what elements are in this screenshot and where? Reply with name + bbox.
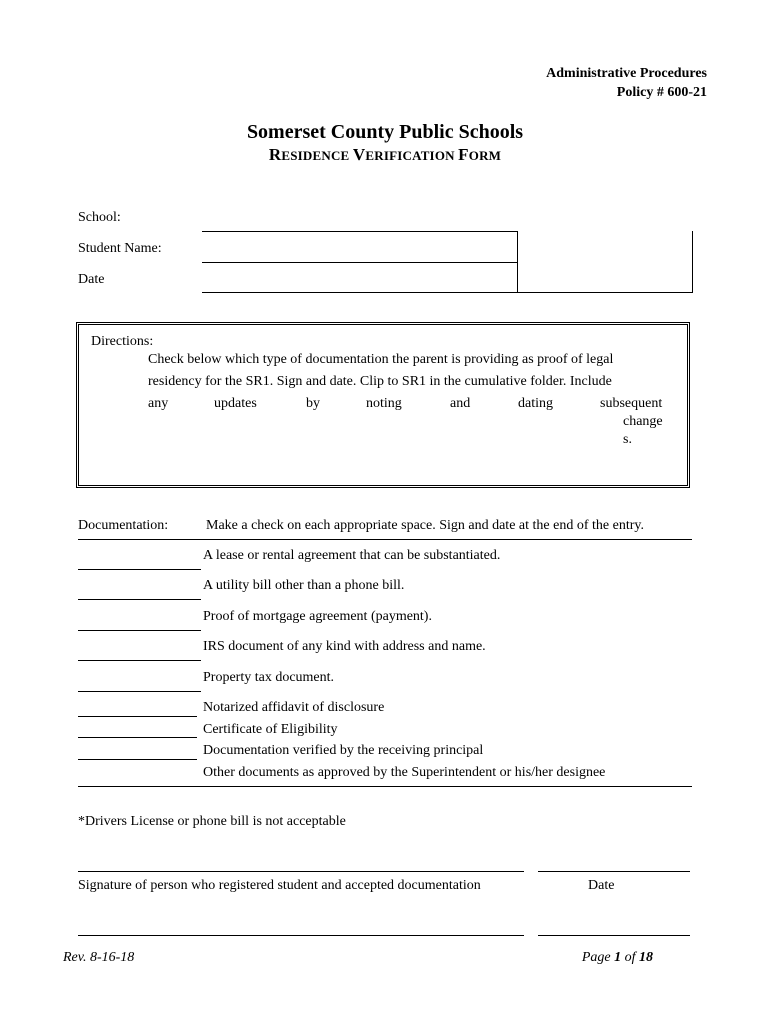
doc-item-other: Other documents as approved by the Superintendent or his/her designee (203, 765, 606, 780)
form-title-part: ORM (468, 148, 502, 163)
directions-word: by (306, 396, 320, 411)
documentation-instruction: Make a check on each appropriate space. Sign and date at the end of the entry. (206, 518, 644, 533)
documentation-label: Documentation: (78, 518, 169, 533)
check-line[interactable] (78, 660, 201, 661)
directions-text: Check below which type of documentation the parent is providing as proof of legal (148, 352, 614, 367)
check-line[interactable] (78, 737, 197, 738)
admin-procedures-label: Administrative Procedures (546, 66, 707, 81)
date-field-line[interactable] (202, 292, 693, 293)
check-line[interactable] (78, 716, 197, 717)
page-prefix: Page (581, 950, 615, 965)
check-line[interactable] (78, 599, 201, 600)
second-signature-line[interactable] (78, 935, 524, 936)
directions-word: updates (214, 396, 257, 411)
doc-item-lease: A lease or rental agreement that can be substantiated. (203, 548, 501, 563)
page-of: of (621, 950, 639, 965)
signature-date-label: Date (588, 878, 615, 893)
check-line[interactable] (78, 569, 201, 570)
doc-item-irs: IRS document of any kind with address and name. (203, 639, 486, 654)
revision-label: Rev. 8-16-18 (63, 950, 135, 965)
directions-word: change (623, 414, 663, 429)
exclusion-note: *Drivers License or phone bill is not acceptable (78, 814, 346, 829)
page-number (582, 950, 653, 966)
field-divider (692, 231, 693, 293)
signature-label: Signature of person who registered student and accepted documentation (78, 878, 481, 893)
date-label: Date (78, 272, 105, 287)
form-title-part: R (268, 145, 282, 164)
directions-word: any (148, 396, 169, 411)
directions-heading: Directions: (91, 334, 154, 349)
form-title (0, 145, 770, 165)
doc-item-utility: A utility bill other than a phone bill. (203, 578, 405, 593)
org-title: Somerset County Public Schools (246, 121, 524, 143)
student-name-field-line[interactable] (202, 262, 518, 263)
signature-line[interactable] (78, 871, 524, 872)
doc-item-eligibility: Certificate of Eligibility (203, 722, 338, 737)
field-divider (517, 231, 518, 293)
directions-word: and (450, 396, 471, 411)
policy-number: Policy # 600-21 (616, 85, 707, 100)
directions-text: residency for the SR1. Sign and date. Clip to SR1 in the cumulative folder. Include (148, 374, 612, 389)
doc-item-property-tax: Property tax document. (203, 670, 335, 685)
check-line[interactable] (78, 691, 201, 692)
form-title-part: V (352, 145, 366, 164)
form-title-part: ESIDENCE (281, 148, 353, 163)
student-name-label: Student Name: (78, 241, 162, 256)
directions-word: s. (623, 432, 632, 447)
other-documents-line[interactable] (78, 786, 692, 787)
form-title-part: F (458, 145, 469, 164)
signature-date-line[interactable] (538, 871, 690, 872)
school-label: School: (78, 210, 121, 225)
documentation-rule (78, 539, 692, 540)
page-total: 18 (639, 950, 653, 965)
second-date-line[interactable] (538, 935, 690, 936)
doc-item-mortgage: Proof of mortgage agreement (payment). (203, 609, 432, 624)
directions-word: dating (518, 396, 553, 411)
check-line[interactable] (78, 759, 197, 760)
school-field-line[interactable] (202, 231, 518, 232)
directions-word: noting (366, 396, 402, 411)
check-line[interactable] (78, 630, 201, 631)
directions-word: subsequent (600, 396, 663, 411)
doc-item-principal: Documentation verified by the receiving principal (203, 743, 484, 758)
doc-item-affidavit: Notarized affidavit of disclosure (203, 700, 385, 715)
form-title-part: ERIFICATION (365, 148, 459, 163)
page-current: 1 (614, 950, 622, 965)
